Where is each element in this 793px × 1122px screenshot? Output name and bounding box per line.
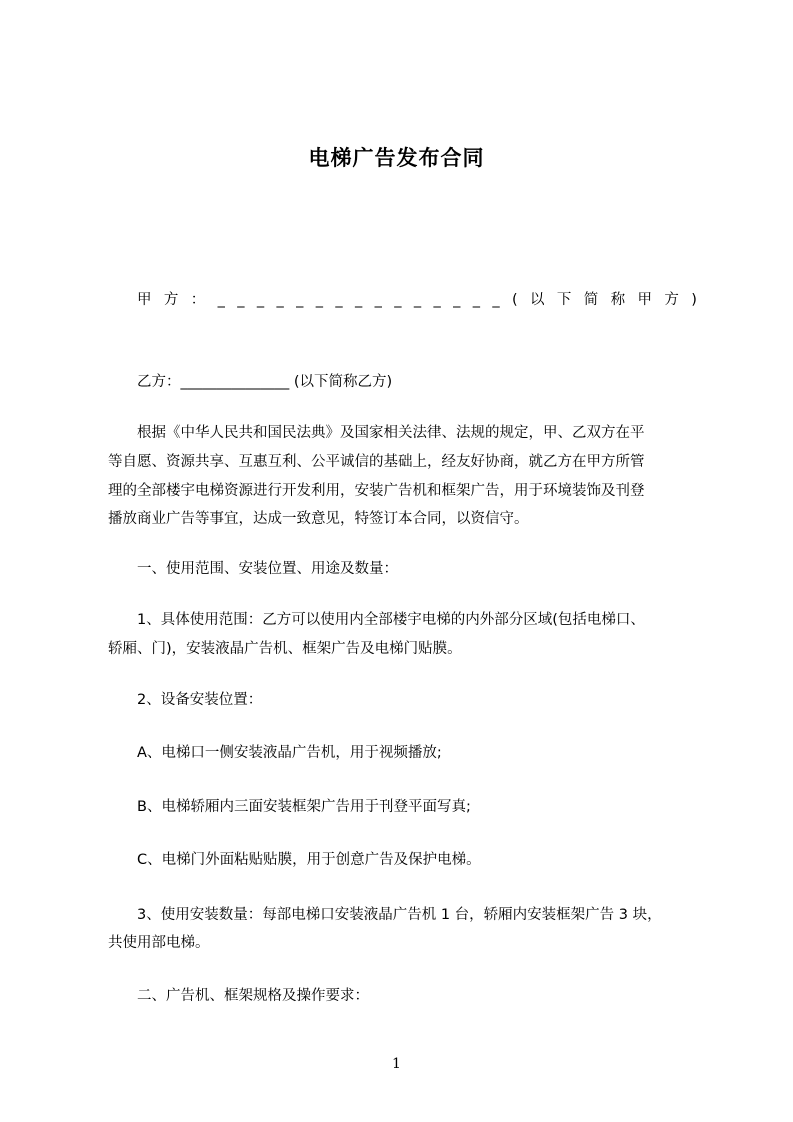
party-a-char: _ — [335, 292, 343, 308]
preamble-line-1: 根据《中华人民共和国民法典》及国家相关法律、法规的规定，甲、乙双方在平 — [137, 425, 645, 441]
party-a-char: ( — [512, 292, 518, 308]
party-a-char: _ — [296, 292, 304, 308]
item-3-line-1: 3、使用安装数量：每部电梯口安装液晶广告机 1 台，轿厢内安装框架广告 3 块， — [137, 907, 662, 923]
document-title: 电梯广告发布合同 — [308, 146, 485, 170]
item-2c: C、电梯门外面粘贴贴膜，用于创意广告及保护电梯。 — [137, 852, 481, 868]
party-a-char: 以 — [530, 292, 545, 308]
section-1-heading: 一、使用范围、安装位置、用途及数量： — [137, 561, 398, 577]
party-b-line: 乙方：_______________ (以下简称乙方) — [137, 374, 393, 390]
party-a-char: _ — [413, 292, 422, 308]
party-a-char: ) — [691, 292, 697, 308]
party-a-char: _ — [256, 292, 265, 308]
party-a-char: 方 — [664, 292, 679, 308]
item-2b: B、电梯轿厢内三面安装框架广告用于刊登平面写真; — [137, 799, 471, 815]
party-a-char: _ — [453, 292, 461, 308]
party-a-char: _ — [237, 292, 245, 308]
party-a-char: 下 — [556, 292, 572, 308]
party-a-char: _ — [394, 292, 402, 308]
section-2-heading: 二、广告机、框架规格及操作要求： — [137, 988, 369, 1004]
item-1-line-2: 轿厢、门)，安装液晶广告机、框架广告及电梯门贴膜。 — [108, 641, 462, 657]
preamble-line-2: 等自愿、资源共享、互惠互利、公平诚信的基础上，经友好协商，就乙方在甲方所管 — [108, 454, 645, 470]
party-a-char: _ — [355, 292, 363, 308]
party-a-char: _ — [315, 292, 323, 308]
party-a-char: ： — [190, 292, 206, 308]
party-a-char: 方 — [163, 292, 179, 308]
party-a-char: 称 — [610, 292, 626, 308]
item-3-line-2: 共使用部电梯。 — [108, 935, 210, 951]
party-a-char: 简 — [583, 292, 599, 308]
page-number: 1 — [392, 1056, 401, 1072]
item-2-heading: 2、设备安装位置： — [137, 692, 263, 708]
party-a-char: 甲 — [137, 292, 152, 308]
preamble-line-3: 理的全部楼宇电梯资源进行开发利用，安装广告机和框架广告，用于环境装饰及刊登 — [108, 483, 645, 499]
party-a-char: _ — [433, 292, 441, 308]
party-a-line — [137, 290, 697, 310]
preamble-line-4: 播放商业广告等事宜，达成一致意见，特签订本合同，以资信守。 — [108, 511, 529, 527]
party-a-char: _ — [492, 292, 500, 308]
party-a-char: 甲 — [637, 292, 653, 308]
party-a-char: _ — [276, 292, 284, 308]
party-a-char: _ — [217, 292, 225, 308]
item-2a: A、电梯口一侧安装液晶广告机，用于视频播放; — [137, 745, 442, 761]
item-1-line-1: 1、具体使用范围：乙方可以使用内全部楼宇电梯的内外部分区域(包括电梯口、 — [137, 612, 645, 628]
party-a-char: _ — [472, 292, 480, 308]
party-a-char: _ — [374, 292, 382, 308]
